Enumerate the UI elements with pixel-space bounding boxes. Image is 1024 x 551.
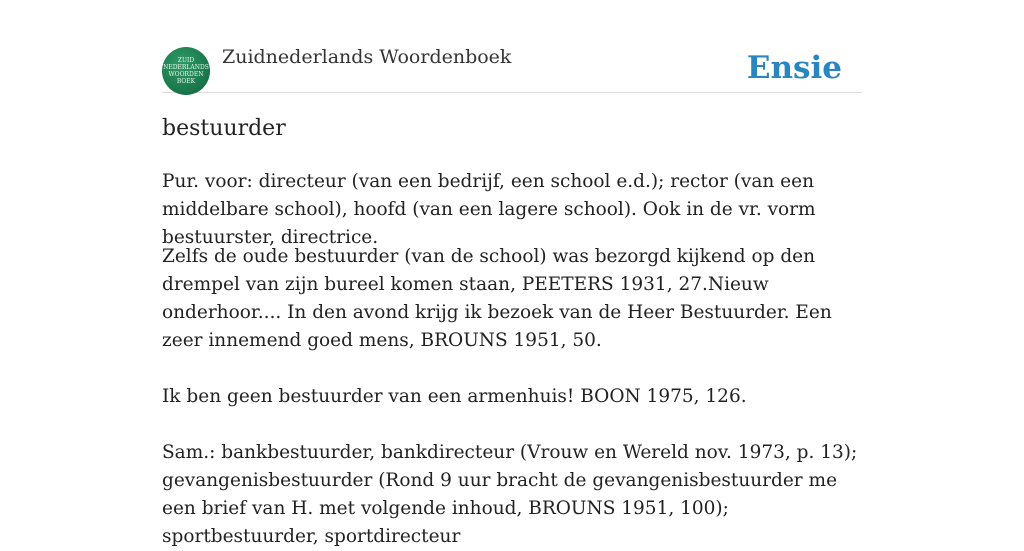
logo-line-4: BOEK [176,78,196,85]
logo-line-2: NEDERLANDS [163,64,209,71]
entry-quote-1: Zelfs de oude bestuurder (van de school) was bezorgd kijkend op den drempel van zijn bureel komen staan, PEETERS 1931, 27.Nieuw onderhoor.... In den avond krijg ik bezoek van de Heer Bestuurder. Een zeer innemend goed mens, BROUNS 1951, 50. [162,246,832,351]
entry-headword: bestuurder [162,116,286,141]
logo-line-3: WOORDEN [168,71,204,78]
entry-compounds: Sam.: bankbestuurder, bankdirecteur (Vrouw en Wereld nov. 1973, p. 13); gevangenisbestuurder (Rond 9 uur bracht de gevangenisbestuurder me een brief van H. met volgende inhoud, BROUNS 1951, 100); sportbestuurder, sportdirecteur [162,442,858,547]
logo-line-1: ZUID [177,57,195,64]
site-header [162,0,862,93]
entry-definition: Pur. voor: directeur (van een bedrijf, een school e.d.); rector (van een middelbare school), hoofd (van een lagere school). Ook in de vr. vorm bestuurster, directrice. [162,171,816,248]
page-container [162,0,862,547]
site-title-link[interactable]: Zuidnederlands Woordenboek [222,46,512,68]
entry-quote-2: Ik ben geen bestuurder van een armenhuis! BOON 1975, 126. [162,386,747,407]
site-logo[interactable] [162,47,210,95]
brand-logo-link[interactable]: Ensie [746,50,842,86]
